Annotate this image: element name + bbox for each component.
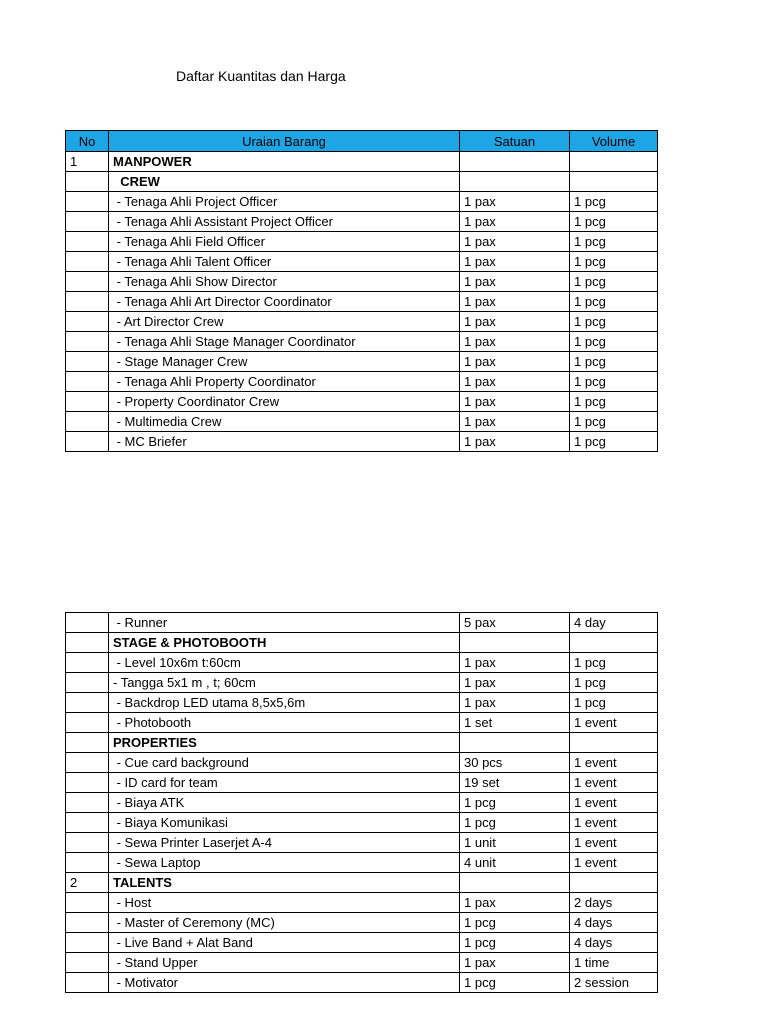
row-number-cell: 1 <box>66 152 109 172</box>
item-description-cell: - Property Coordinator Crew <box>109 392 460 412</box>
table-row <box>66 933 658 953</box>
table-row <box>66 973 658 993</box>
item-description-cell: PROPERTIES <box>109 733 460 753</box>
item-volume-cell <box>570 172 658 192</box>
item-unit-cell: 30 pcs <box>460 753 570 773</box>
item-volume-cell: 1 event <box>570 753 658 773</box>
table-row <box>66 292 658 312</box>
item-volume-cell: 2 session <box>570 973 658 993</box>
item-unit-cell <box>460 633 570 653</box>
item-volume-cell: 1 pcg <box>570 292 658 312</box>
item-description-cell: - Photobooth <box>109 713 460 733</box>
item-volume-cell: 2 days <box>570 893 658 913</box>
item-description-cell: - Runner <box>109 613 460 633</box>
table-row <box>66 913 658 933</box>
item-unit-cell: 1 pax <box>460 953 570 973</box>
row-number-cell <box>66 813 109 833</box>
item-unit-cell: 1 pax <box>460 272 570 292</box>
row-number-cell <box>66 192 109 212</box>
item-volume-cell <box>570 873 658 893</box>
item-description-cell: STAGE & PHOTOBOOTH <box>109 633 460 653</box>
row-number-cell <box>66 773 109 793</box>
item-volume-cell: 4 day <box>570 613 658 633</box>
row-number-cell <box>66 252 109 272</box>
item-unit-cell: 1 pax <box>460 212 570 232</box>
item-description-cell: - Motivator <box>109 973 460 993</box>
item-volume-cell: 1 event <box>570 773 658 793</box>
header-volume: Volume <box>570 131 658 152</box>
item-volume-cell: 1 pcg <box>570 653 658 673</box>
item-unit-cell: 1 pax <box>460 693 570 713</box>
table-row <box>66 372 658 392</box>
item-description-cell: - Multimedia Crew <box>109 412 460 432</box>
item-unit-cell: 1 set <box>460 713 570 733</box>
item-description-cell: - Host <box>109 893 460 913</box>
row-number-cell <box>66 613 109 633</box>
row-number-cell <box>66 673 109 693</box>
row-number-cell <box>66 372 109 392</box>
item-unit-cell: 5 pax <box>460 613 570 633</box>
item-description-cell: - Tenaga Ahli Talent Officer <box>109 252 460 272</box>
item-volume-cell: 1 pcg <box>570 693 658 713</box>
table-row <box>66 172 658 192</box>
item-volume-cell: 1 pcg <box>570 372 658 392</box>
item-unit-cell: 4 unit <box>460 853 570 873</box>
table-row <box>66 753 658 773</box>
item-unit-cell: 1 pax <box>460 252 570 272</box>
item-unit-cell: 19 set <box>460 773 570 793</box>
item-description-cell: - ID card for team <box>109 773 460 793</box>
item-volume-cell: 1 event <box>570 813 658 833</box>
item-volume-cell: 1 pcg <box>570 673 658 693</box>
table-row <box>66 412 658 432</box>
table-row <box>66 613 658 633</box>
item-unit-cell: 1 pax <box>460 292 570 312</box>
item-description-cell: MANPOWER <box>109 152 460 172</box>
table-row <box>66 152 658 172</box>
table-row <box>66 893 658 913</box>
row-number-cell <box>66 893 109 913</box>
item-unit-cell <box>460 873 570 893</box>
table-row <box>66 833 658 853</box>
item-volume-cell: 1 event <box>570 853 658 873</box>
item-description-cell: - Tangga 5x1 m , t; 60cm <box>109 673 460 693</box>
table-1-body <box>66 152 658 452</box>
item-unit-cell: 1 pcg <box>460 933 570 953</box>
item-unit-cell: 1 pax <box>460 372 570 392</box>
quantity-table-2 <box>65 612 658 993</box>
item-unit-cell: 1 pax <box>460 893 570 913</box>
item-description-cell: - Art Director Crew <box>109 312 460 332</box>
item-description-cell: - Biaya ATK <box>109 793 460 813</box>
item-unit-cell <box>460 172 570 192</box>
row-number-cell <box>66 973 109 993</box>
item-description-cell: - Biaya Komunikasi <box>109 813 460 833</box>
row-number-cell <box>66 693 109 713</box>
item-unit-cell: 1 pcg <box>460 813 570 833</box>
item-volume-cell: 1 pcg <box>570 432 658 452</box>
item-volume-cell: 1 pcg <box>570 232 658 252</box>
table-row <box>66 713 658 733</box>
row-number-cell <box>66 733 109 753</box>
row-number-cell: 2 <box>66 873 109 893</box>
item-description-cell: - Backdrop LED utama 8,5x5,6m <box>109 693 460 713</box>
item-description-cell: CREW <box>109 172 460 192</box>
table-row <box>66 653 658 673</box>
item-volume-cell <box>570 152 658 172</box>
row-number-cell <box>66 392 109 412</box>
item-volume-cell: 1 pcg <box>570 392 658 412</box>
table-row <box>66 733 658 753</box>
table-row <box>66 633 658 653</box>
item-description-cell: - Tenaga Ahli Property Coordinator <box>109 372 460 392</box>
table-row <box>66 272 658 292</box>
table-2-body <box>66 613 658 993</box>
row-number-cell <box>66 753 109 773</box>
table-row <box>66 853 658 873</box>
header-no: No <box>66 131 109 152</box>
row-number-cell <box>66 332 109 352</box>
row-number-cell <box>66 212 109 232</box>
item-description-cell: - Sewa Laptop <box>109 853 460 873</box>
item-volume-cell: 1 pcg <box>570 332 658 352</box>
row-number-cell <box>66 352 109 372</box>
item-unit-cell: 1 pcg <box>460 913 570 933</box>
item-unit-cell <box>460 733 570 753</box>
row-number-cell <box>66 412 109 432</box>
table-row <box>66 813 658 833</box>
item-unit-cell: 1 pax <box>460 192 570 212</box>
item-unit-cell: 1 pax <box>460 412 570 432</box>
item-volume-cell: 4 days <box>570 933 658 953</box>
item-volume-cell: 1 pcg <box>570 252 658 272</box>
item-unit-cell: 1 pax <box>460 232 570 252</box>
quantity-table-1 <box>65 130 658 452</box>
item-volume-cell: 1 pcg <box>570 212 658 232</box>
row-number-cell <box>66 653 109 673</box>
table-row <box>66 312 658 332</box>
item-description-cell: - Master of Ceremony (MC) <box>109 913 460 933</box>
table-row <box>66 392 658 412</box>
item-description-cell: - Tenaga Ahli Assistant Project Officer <box>109 212 460 232</box>
item-volume-cell <box>570 633 658 653</box>
item-unit-cell: 1 pcg <box>460 973 570 993</box>
item-volume-cell: 1 event <box>570 793 658 813</box>
row-number-cell <box>66 272 109 292</box>
item-volume-cell: 1 pcg <box>570 352 658 372</box>
item-volume-cell: 1 pcg <box>570 192 658 212</box>
row-number-cell <box>66 432 109 452</box>
item-description-cell: - Stage Manager Crew <box>109 352 460 372</box>
item-volume-cell: 1 pcg <box>570 272 658 292</box>
item-volume-cell: 4 days <box>570 913 658 933</box>
row-number-cell <box>66 232 109 252</box>
item-volume-cell <box>570 733 658 753</box>
item-description-cell: - Cue card background <box>109 753 460 773</box>
header-description: Uraian Barang <box>109 131 460 152</box>
item-description-cell: - Tenaga Ahli Project Officer <box>109 192 460 212</box>
table-row <box>66 432 658 452</box>
row-number-cell <box>66 633 109 653</box>
item-description-cell: - Tenaga Ahli Field Officer <box>109 232 460 252</box>
row-number-cell <box>66 793 109 813</box>
item-description-cell: - Level 10x6m t:60cm <box>109 653 460 673</box>
item-volume-cell: 1 time <box>570 953 658 973</box>
item-description-cell: - Tenaga Ahli Art Director Coordinator <box>109 292 460 312</box>
header-unit: Satuan <box>460 131 570 152</box>
item-description-cell: - MC Briefer <box>109 432 460 452</box>
table-row <box>66 673 658 693</box>
item-unit-cell <box>460 152 570 172</box>
item-volume-cell: 1 pcg <box>570 412 658 432</box>
table-row <box>66 773 658 793</box>
row-number-cell <box>66 853 109 873</box>
item-description-cell: - Live Band + Alat Band <box>109 933 460 953</box>
item-unit-cell: 1 pax <box>460 392 570 412</box>
table-row <box>66 793 658 813</box>
table-row <box>66 332 658 352</box>
item-unit-cell: 1 pax <box>460 352 570 372</box>
item-unit-cell: 1 pcg <box>460 793 570 813</box>
item-unit-cell: 1 pax <box>460 312 570 332</box>
item-unit-cell: 1 pax <box>460 432 570 452</box>
table-row <box>66 352 658 372</box>
table-row <box>66 953 658 973</box>
row-number-cell <box>66 913 109 933</box>
table-row <box>66 192 658 212</box>
table-row <box>66 212 658 232</box>
item-unit-cell: 1 pax <box>460 653 570 673</box>
item-description-cell: - Sewa Printer Laserjet A-4 <box>109 833 460 853</box>
table-header-row <box>66 131 658 152</box>
item-unit-cell: 1 pax <box>460 673 570 693</box>
item-volume-cell: 1 pcg <box>570 312 658 332</box>
table-row <box>66 873 658 893</box>
table-row <box>66 232 658 252</box>
row-number-cell <box>66 953 109 973</box>
row-number-cell <box>66 172 109 192</box>
item-volume-cell: 1 event <box>570 713 658 733</box>
item-description-cell: TALENTS <box>109 873 460 893</box>
document-title: Daftar Kuantitas dan Harga <box>176 68 346 84</box>
row-number-cell <box>66 833 109 853</box>
row-number-cell <box>66 933 109 953</box>
table-row <box>66 693 658 713</box>
item-description-cell: - Tenaga Ahli Show Director <box>109 272 460 292</box>
row-number-cell <box>66 713 109 733</box>
item-unit-cell: 1 unit <box>460 833 570 853</box>
row-number-cell <box>66 292 109 312</box>
item-volume-cell: 1 event <box>570 833 658 853</box>
table-row <box>66 252 658 272</box>
item-description-cell: - Tenaga Ahli Stage Manager Coordinator <box>109 332 460 352</box>
item-unit-cell: 1 pax <box>460 332 570 352</box>
item-description-cell: - Stand Upper <box>109 953 460 973</box>
row-number-cell <box>66 312 109 332</box>
